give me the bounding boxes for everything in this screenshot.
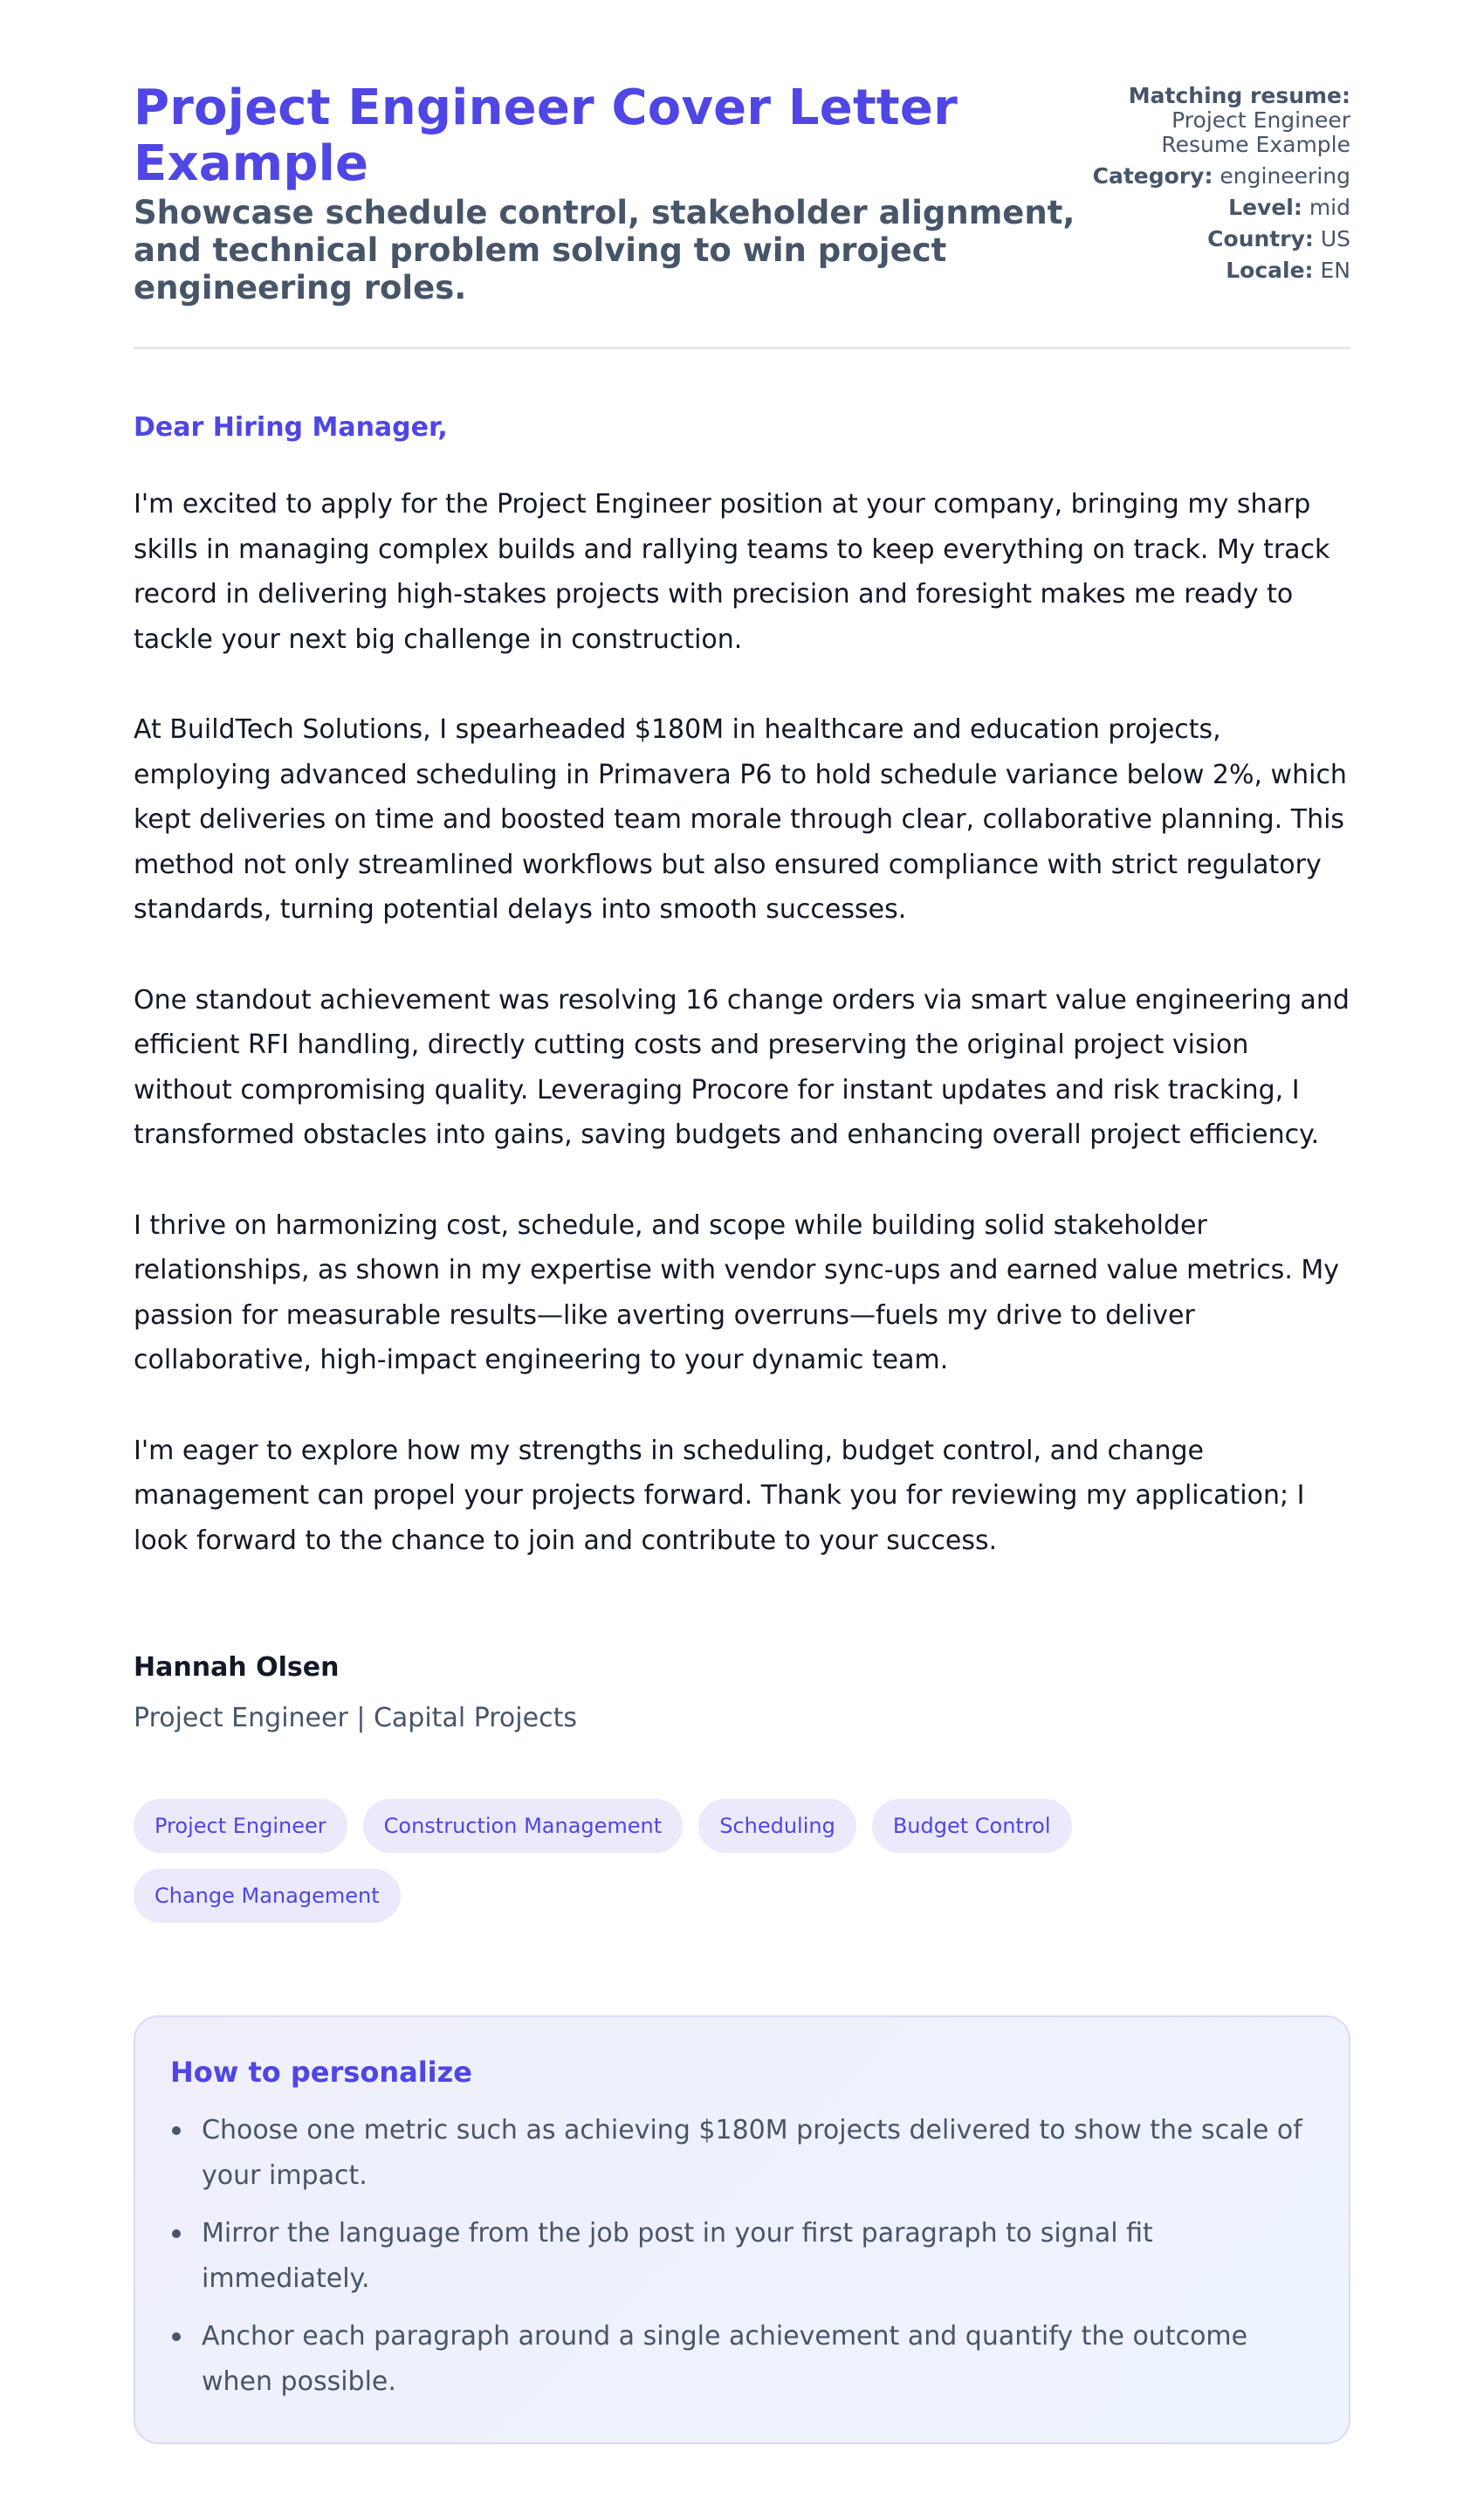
signature-title: Project Engineer | Capital Projects xyxy=(134,1703,577,1733)
meta-country xyxy=(1093,227,1350,251)
tag-scheduling[interactable]: Scheduling xyxy=(698,1799,856,1853)
meta-matching-resume xyxy=(1093,84,1350,157)
letter-paragraph-3: One standout achievement was resolving 16 change orders via smart value engineering and efficient RFI handling, directly cutting costs and preserving the original project vision without compromising quality. Leveraging Procore for instant updates and risk tracking, I transformed obstacles into gains, saving budgets and enhancing overall project efficiency. xyxy=(134,984,1350,1150)
letter xyxy=(134,412,1350,1563)
page-title: Project Engineer Cover Letter Example xyxy=(134,79,958,192)
page-header xyxy=(134,80,1350,349)
meta-matching-resume-label: Matching resume: xyxy=(1128,83,1350,108)
meta-locale-label: Locale: xyxy=(1226,258,1314,283)
matching-resume-link-line1[interactable]: Project Engineer xyxy=(1171,107,1350,133)
page-subtitle: Showcase schedule control, stakeholder alignment, and technical problem solving to win project engineering roles. xyxy=(134,194,1075,307)
meta-category-value: engineering xyxy=(1219,163,1350,189)
meta-category xyxy=(1093,164,1350,189)
tip-item xyxy=(170,2314,1314,2404)
bullet-icon xyxy=(172,2332,181,2341)
signature-name: Hannah Olsen xyxy=(134,1652,340,1683)
tips-list xyxy=(170,2108,1314,2404)
tip-item xyxy=(170,2211,1314,2301)
tip-text: Anchor each paragraph around a single achievement and quantify the outcome when possible. xyxy=(202,2321,1248,2397)
bullet-icon xyxy=(172,2229,181,2238)
letter-body xyxy=(134,482,1350,1563)
matching-resume-link-line2[interactable]: Resume Example xyxy=(1161,132,1350,157)
tips-title: How to personalize xyxy=(170,2056,472,2089)
tag-project-engineer[interactable]: Project Engineer xyxy=(134,1799,347,1853)
tip-item xyxy=(170,2108,1314,2198)
meta-level-value: mid xyxy=(1309,195,1350,220)
tag-change-management[interactable]: Change Management xyxy=(134,1869,401,1923)
personalize-tips-box xyxy=(134,2015,1350,2444)
meta-panel xyxy=(1093,80,1350,290)
meta-country-label: Country: xyxy=(1207,226,1314,251)
meta-category-label: Category: xyxy=(1092,163,1213,189)
title-block xyxy=(134,80,1076,307)
letter-paragraph-5: I'm eager to explore how my strengths in scheduling, budget control, and change management can propel your projects forward. Thank you for reviewing my application; I look forward to the chance to join and contribute to your success. xyxy=(134,1435,1305,1556)
meta-level-label: Level: xyxy=(1228,195,1302,220)
bullet-icon xyxy=(172,2126,181,2135)
letter-greeting: Dear Hiring Manager, xyxy=(134,412,448,443)
meta-level xyxy=(1093,196,1350,220)
meta-country-value: US xyxy=(1320,226,1350,251)
tip-text: Mirror the language from the job post in your first paragraph to signal fit immediately. xyxy=(202,2218,1153,2294)
meta-locale-value: EN xyxy=(1320,258,1350,283)
letter-paragraph-2: At BuildTech Solutions, I spearheaded $180M in healthcare and education projects, employing advanced scheduling in Primavera P6 to hold schedule variance below 2%, which kept deliveries on time and boosted team morale through clear, collaborative planning. This method not only streamlined workflows but also ensured compliance with strict regulatory standards, turning potential delays into smooth successes. xyxy=(134,714,1347,925)
tag-list xyxy=(134,1799,1350,1923)
tag-budget-control[interactable]: Budget Control xyxy=(872,1799,1072,1853)
signature xyxy=(134,1652,1350,1734)
letter-paragraph-1: I'm excited to apply for the Project Engineer position at your company, bringing my sharp skills in managing complex builds and rallying teams to keep everything on track. My track record in delivering high-stakes projects with precision and foresight makes me ready to tackle your next big challenge in construction. xyxy=(134,489,1330,655)
tip-text: Choose one metric such as achieving $180M projects delivered to show the scale of your impact. xyxy=(202,2115,1302,2191)
tag-construction-management[interactable]: Construction Management xyxy=(363,1799,684,1853)
meta-locale xyxy=(1093,258,1350,283)
letter-paragraph-4: I thrive on harmonizing cost, schedule, and scope while building solid stakeholder relationships, as shown in my expertise with vendor sync-ups and earned value metrics. My passion for measurable results—like averting overruns—fuels my drive to deliver collaborative, high-impact engineering to your dynamic team. xyxy=(134,1209,1340,1375)
